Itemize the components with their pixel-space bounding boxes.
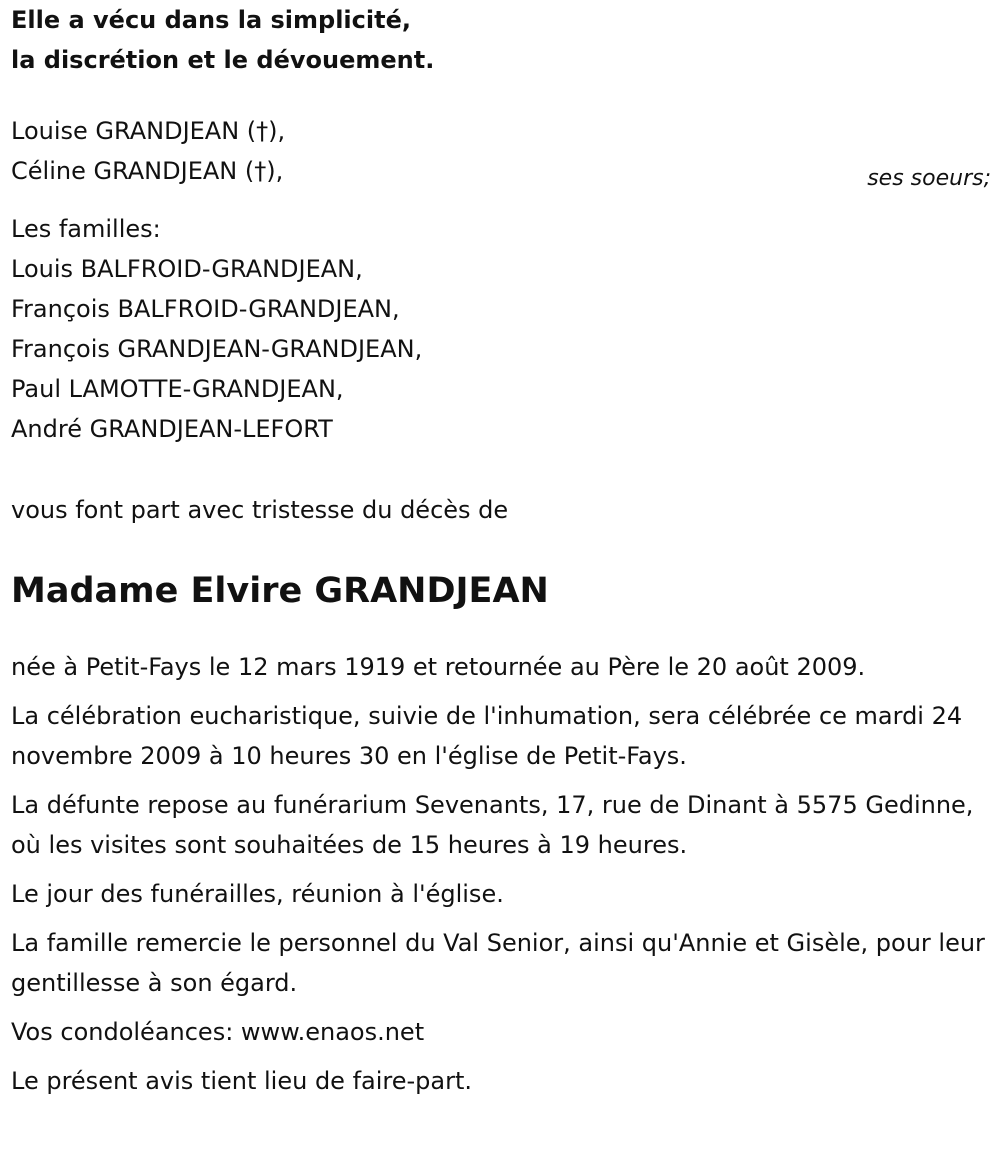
family-name: François GRANDJEAN-GRANDJEAN, — [11, 335, 423, 363]
motto — [11, 0, 991, 80]
sister-name: Céline GRANDJEAN (†), — [11, 157, 284, 185]
family-name: André GRANDJEAN-LEFORT — [11, 415, 333, 443]
death-notice — [11, 0, 991, 1110]
sisters-list — [11, 111, 991, 191]
relation-label: ses soeurs; — [867, 166, 991, 191]
detail-paragraph: née à Petit-Fays le 12 mars 1919 et retournée au Père le 20 août 2009. — [11, 653, 866, 681]
detail-paragraph: Vos condoléances: www.enaos.net — [11, 1018, 425, 1046]
sister-name: Louise GRANDJEAN (†), — [11, 117, 286, 145]
detail-paragraph: La célébration eucharistique, suivie de l'inhumation, sera célébrée ce mardi 24 novembre 2009 à 10 heures 30 en l'église de Petit-Fays. — [11, 702, 963, 770]
families-heading: Les familles: — [11, 215, 161, 243]
family-name: Paul LAMOTTE-GRANDJEAN, — [11, 375, 344, 403]
announcement-text: vous font part avec tristesse du décès de — [11, 496, 509, 524]
family-name: François BALFROID-GRANDJEAN, — [11, 295, 400, 323]
motto-line: la discrétion et le dévouement. — [11, 46, 435, 74]
detail-paragraph: La défunte repose au funérarium Sevenants, 17, rue de Dinant à 5575 Gedinne, où les visites sont souhaitées de 15 heures à 19 heures. — [11, 791, 974, 859]
detail-paragraph: Le présent avis tient lieu de faire-part. — [11, 1067, 473, 1095]
deceased-name: Madame Elvire GRANDJEAN — [11, 571, 549, 611]
family-name: Louis BALFROID-GRANDJEAN, — [11, 255, 363, 283]
detail-paragraph: Le jour des funérailles, réunion à l'église. — [11, 880, 504, 908]
motto-line: Elle a vécu dans la simplicité, — [11, 6, 411, 34]
announcement — [11, 490, 991, 530]
details — [11, 647, 991, 1101]
families-list — [11, 209, 991, 449]
detail-paragraph: La famille remercie le personnel du Val Senior, ainsi qu'Annie et Gisèle, pour leur gentillesse à son égard. — [11, 929, 985, 997]
